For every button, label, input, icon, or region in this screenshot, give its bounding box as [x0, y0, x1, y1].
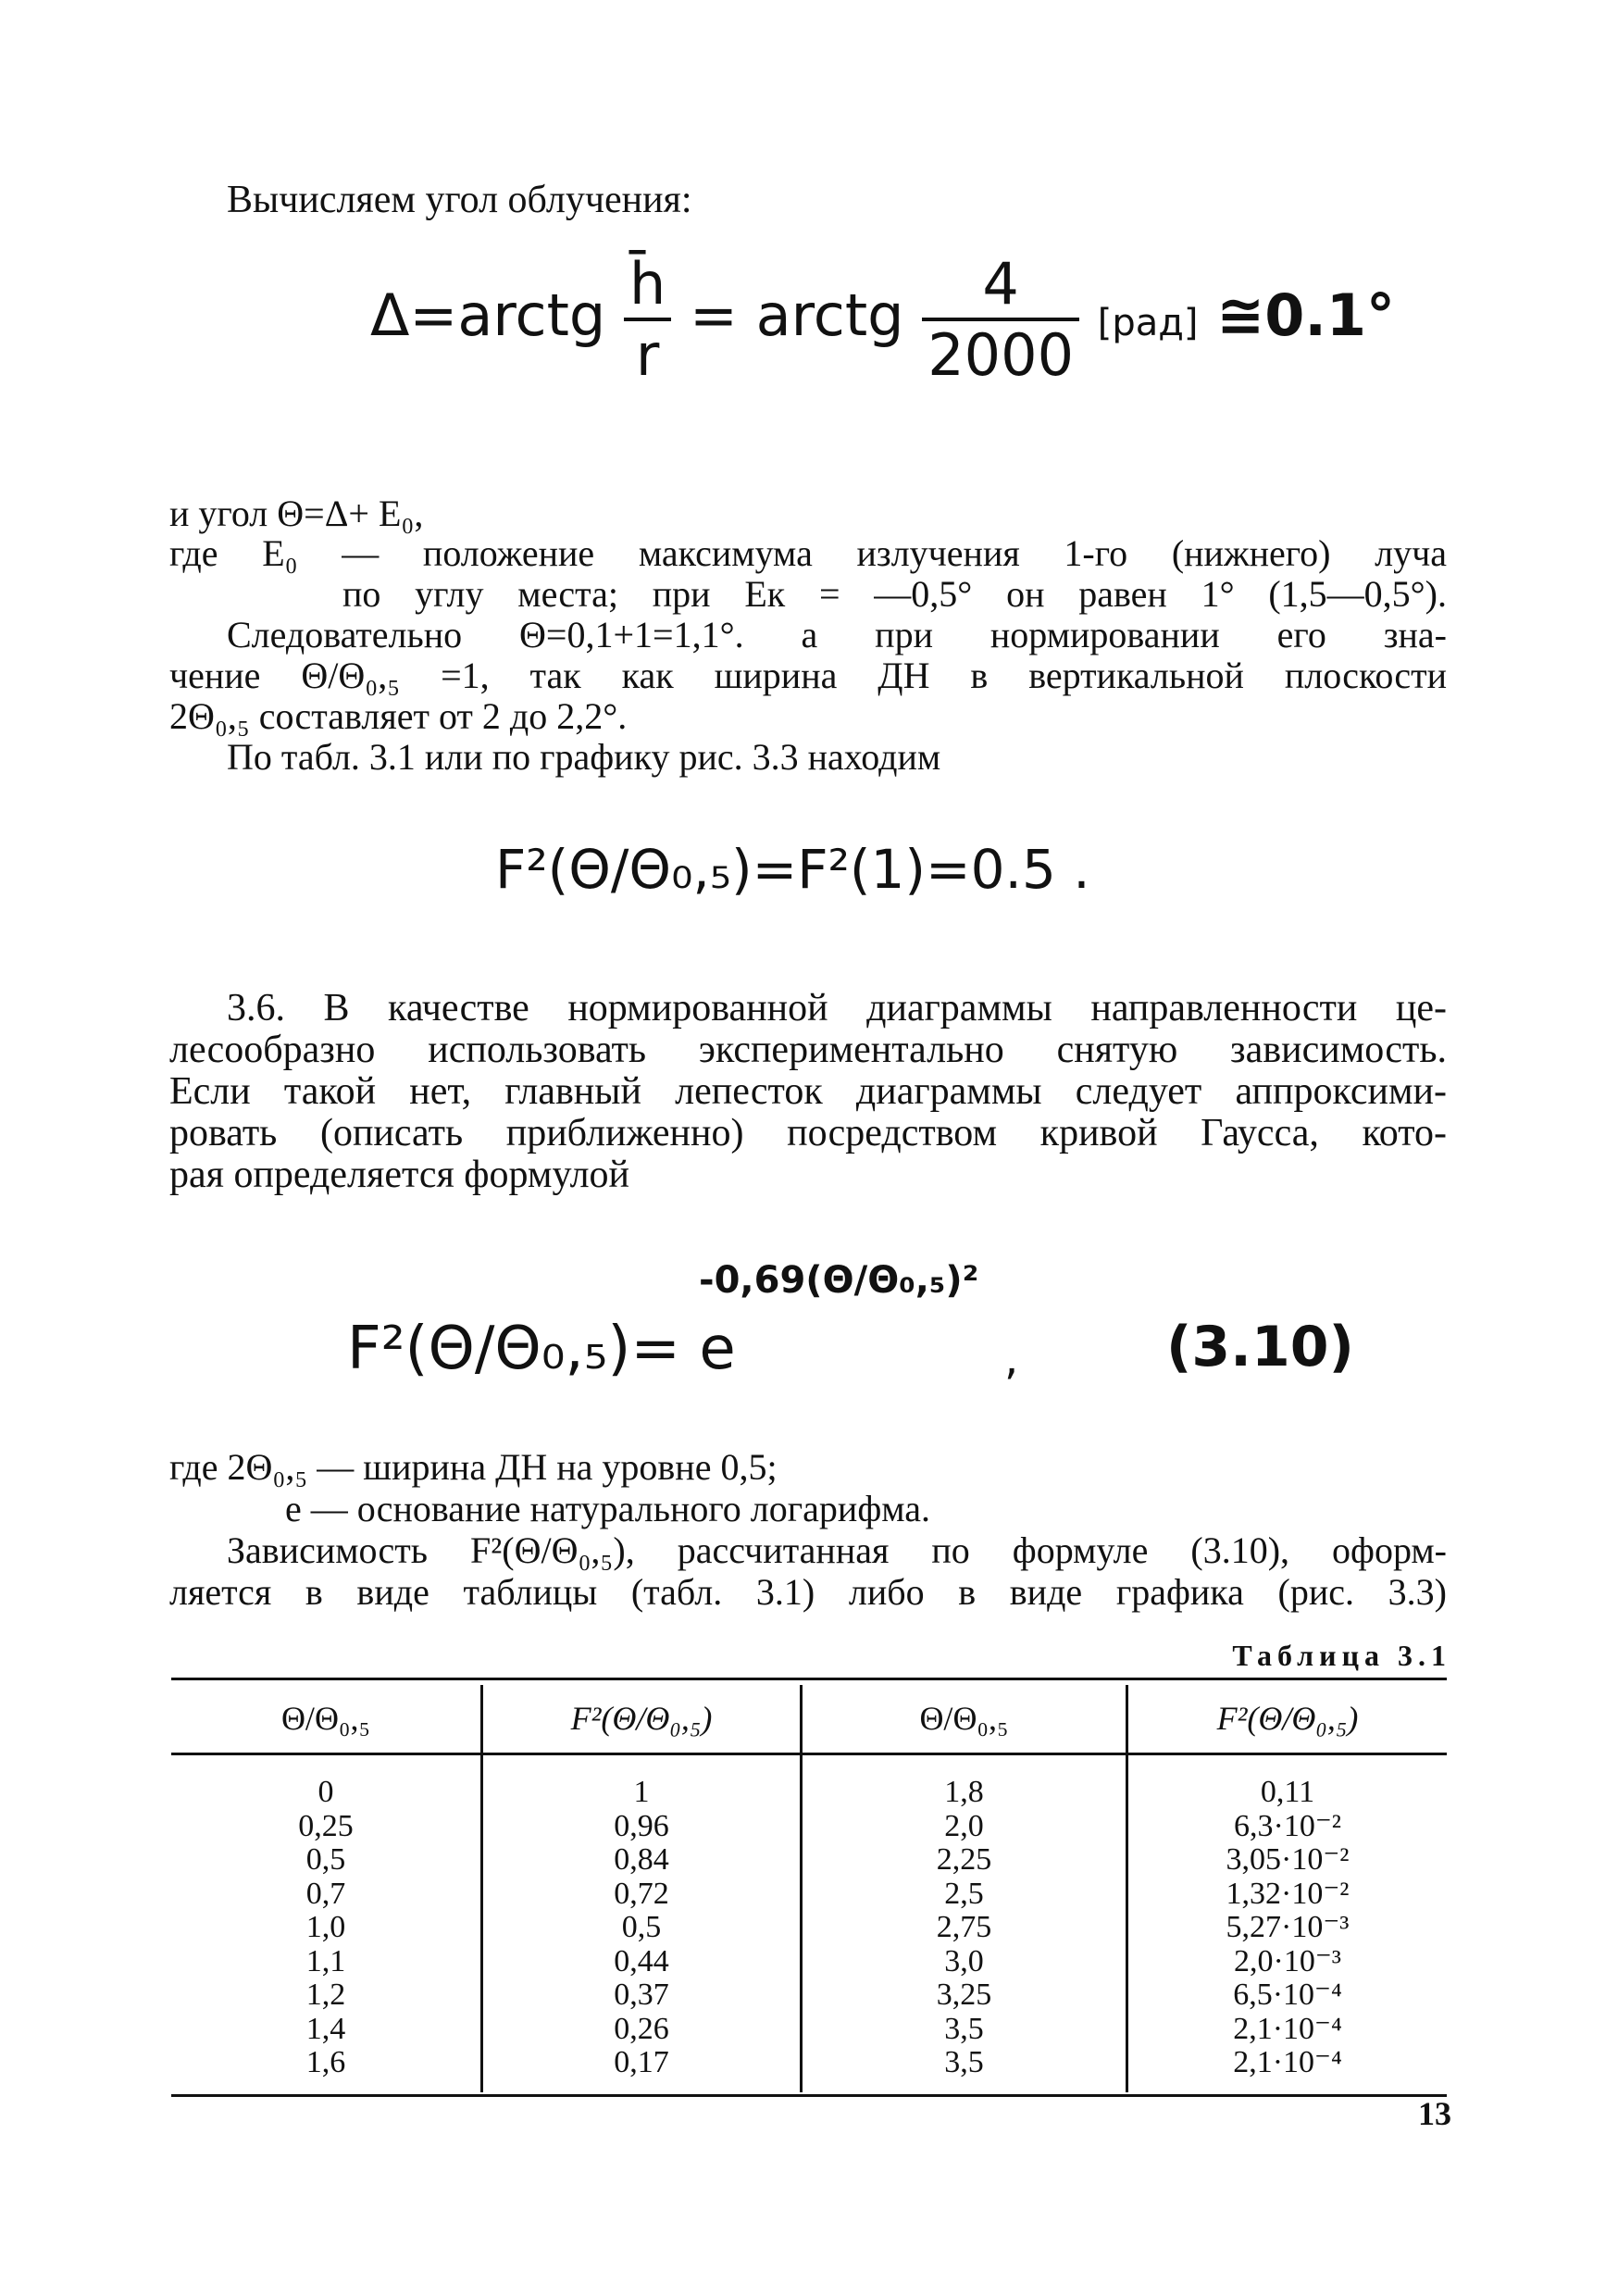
table-cell: 1,1 [305, 1943, 346, 1978]
table-col1 [171, 1776, 480, 2080]
para3-line-2: e — основание натурального логарифма. [285, 1488, 931, 1529]
table-cell: 1,6 [305, 2045, 346, 2079]
table-cell: 1,0 [305, 1910, 346, 1944]
table-cell: 2,5 [944, 1876, 984, 1911]
table-cell: 2,0·10⁻³ [1234, 1943, 1341, 1978]
para1-line-6: 2Θ₀,₅ составляет от 2 до 2,2°. [169, 695, 628, 737]
formula1-fraction-h-r [624, 250, 671, 389]
table-col2 [483, 1776, 800, 2080]
para1-line-7: По табл. 3.1 или по графику рис. 3.3 находим [227, 736, 941, 778]
formula-irradiation-angle [370, 250, 1395, 389]
para2-line-2: лесообразно использовать экспериментально снятую зависимость. [169, 1029, 1447, 1071]
para3-line-4: ляется в виде таблицы (табл. 3.1) либо в виде графика (рис. 3.3) [169, 1571, 1447, 1613]
para2-line-5: рая определяется формулой [169, 1154, 630, 1196]
table-cell: 0,7 [305, 1876, 346, 1911]
table-cell: 1,2 [305, 1978, 346, 2012]
page-number: 13 [1418, 2095, 1451, 2132]
table-cell: 0,5 [305, 1842, 346, 1877]
table-cell: 3,0 [944, 1943, 984, 1978]
formula1-frac2-num: 4 [922, 250, 1079, 321]
table-header-col2: F²(Θ/Θ₀,₅) [570, 1700, 713, 1737]
table-cell: 0,5 [621, 1910, 662, 1944]
table-col4 [1128, 1776, 1447, 2080]
table-col3 [803, 1776, 1126, 2080]
para1-line-4: Следовательно Θ=0,1+1=1,1°. а при нормировании его зна- [227, 614, 1447, 655]
para1-line-1: и угол Θ=Δ+ E₀, [169, 493, 424, 534]
para3-line-1: где 2Θ₀,₅ — ширина ДН на уровне 0,5; [169, 1446, 778, 1488]
table-cell: 0,37 [614, 1978, 669, 2012]
intro-text: Вычисляем угол облучения: [227, 179, 692, 221]
table-header-col4: F²(Θ/Θ₀,₅) [1216, 1700, 1359, 1737]
table-cell: 5,27·10⁻³ [1226, 1910, 1350, 1944]
table-cell: 0,84 [614, 1842, 669, 1877]
para3-line-3: Зависимость F²(Θ/Θ₀,₅), рассчитанная по формуле (3.10), оформ- [227, 1529, 1447, 1571]
table-cell: 2,1·10⁻⁴ [1233, 2011, 1342, 2046]
formula1-lhs: Δ=arctg [370, 281, 606, 350]
table-cell: 2,75 [936, 1910, 992, 1944]
table-cell: 2,25 [936, 1842, 992, 1877]
table-cell: 6,3·10⁻² [1234, 1808, 1341, 1843]
formula1-fraction-4-2000 [922, 250, 1079, 389]
table-cell: 3,5 [944, 2045, 984, 2079]
table-header-col1: Θ/Θ₀,₅ [280, 1700, 371, 1737]
table-cell: 0,17 [614, 2045, 669, 2079]
formula1-frac1-num: h̄ [624, 250, 671, 321]
table-cell: 0,72 [614, 1876, 669, 1911]
formula-gauss-comma: , [1004, 1333, 1019, 1385]
table-cell: 1,8 [944, 1775, 984, 1809]
table-cell: 1,32·10⁻² [1226, 1876, 1350, 1911]
table-cell: 0,44 [614, 1943, 669, 1978]
table-cell: 1 [633, 1775, 650, 1809]
table-cell: 0,25 [298, 1808, 354, 1843]
formula1-mid: = arctg [689, 281, 904, 350]
table-cell: 0 [317, 1775, 334, 1809]
table-cell: 0,96 [614, 1808, 669, 1843]
table-header-rule [171, 1753, 1447, 1755]
table-cell: 0,26 [614, 2011, 669, 2046]
para2-line-3: Если такой нет, главный лепесток диаграммы следует аппроксими- [169, 1070, 1447, 1113]
table-cell: 6,5·10⁻⁴ [1233, 1978, 1342, 2012]
formula-f-squared-value: F²(Θ/Θ₀,₅)=F²(1)=0.5 . [495, 838, 1090, 901]
formula1-unit: [рад] [1097, 302, 1199, 345]
table-cell: 2,0 [944, 1808, 984, 1843]
para2-line-1: 3.6. В качестве нормированной диаграммы направленности це- [227, 987, 1447, 1029]
para1-line-3: по углу места; при Eк = —0,5° он равен 1° (1,5—0,5°). [342, 573, 1447, 615]
formula1-frac2-den: 2000 [927, 321, 1075, 389]
table-top-rule [171, 1678, 1447, 1680]
table-cell: 1,4 [305, 2011, 346, 2046]
table-cell: 3,05·10⁻² [1226, 1842, 1350, 1877]
table-bottom-rule [171, 2094, 1447, 2097]
formula-number: (3.10) [1166, 1315, 1354, 1379]
para1-line-2: где E₀ — положение максимума излучения 1-го (нижнего) луча [169, 532, 1447, 574]
table-cell: 3,5 [944, 2011, 984, 2046]
table-header-col3: Θ/Θ₀,₅ [919, 1700, 1009, 1737]
table-caption: Таблица 3.1 [1232, 1639, 1451, 1672]
table-cell: 2,1·10⁻⁴ [1233, 2045, 1342, 2079]
formula1-frac1-den: r [635, 321, 660, 389]
para2-line-4: ровать (описать приближенно) посредством кривой Гаусса, кото- [169, 1112, 1447, 1154]
table-cell: 3,25 [936, 1978, 992, 2012]
formula1-result: ≅0.1° [1216, 281, 1396, 350]
para1-line-5: чение Θ/Θ₀,₅ =1, так как ширина ДН в вертикальной плоскости [169, 655, 1447, 696]
formula-gauss-lhs: F²(Θ/Θ₀,₅)= e [347, 1315, 736, 1383]
table-cell: 0,11 [1260, 1775, 1315, 1809]
formula-gauss-exponent: -0,69(Θ/Θ₀,₅)² [699, 1259, 979, 1302]
